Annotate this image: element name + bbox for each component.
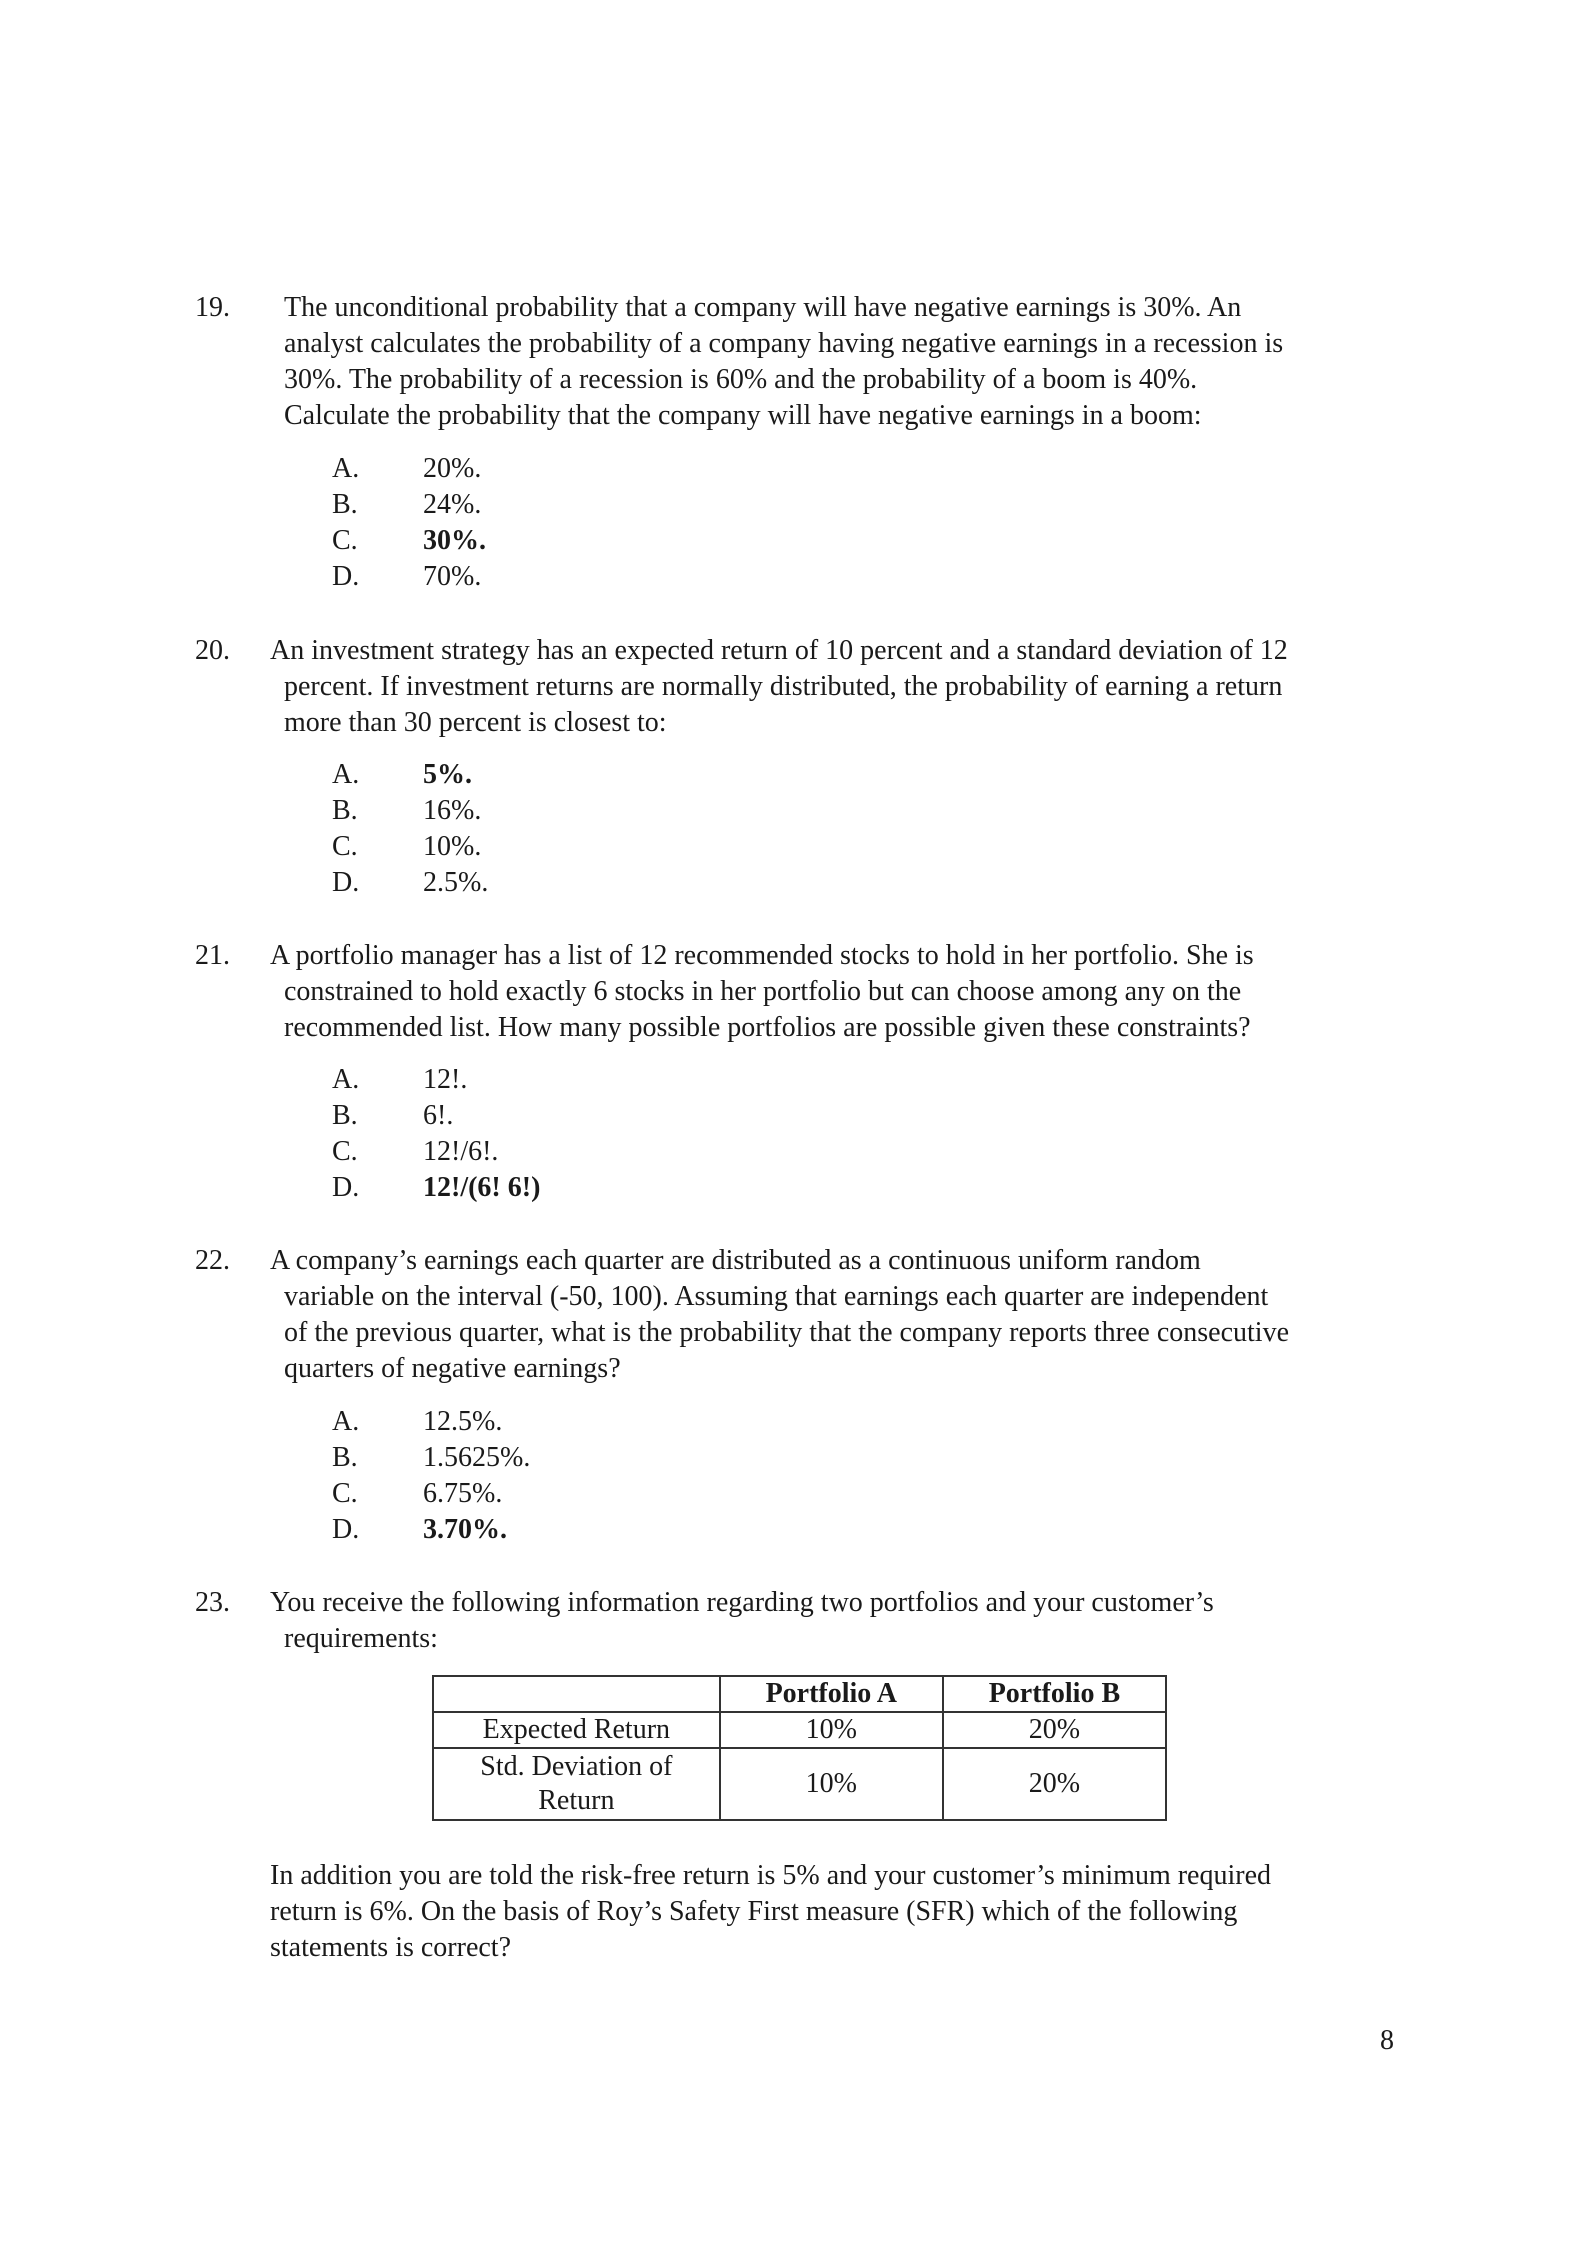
option-text: 2.5%.	[423, 867, 489, 898]
stem-line: percent. If investment returns are normally distributed, the probability of earning a return	[284, 671, 1283, 702]
question-stem	[270, 938, 1254, 1046]
option-letter: D.	[332, 867, 360, 898]
followup-line: statements is correct?	[270, 1932, 512, 1963]
row-label	[433, 1748, 720, 1820]
option-text: 70%.	[423, 561, 482, 592]
option-letter: D.	[332, 1514, 360, 1545]
table-header-cell	[433, 1676, 720, 1712]
question-number: 20.	[195, 635, 230, 666]
stem-line: A company’s earnings each quarter are distributed as a continuous uniform random	[270, 1245, 1201, 1276]
option-letter: C.	[332, 525, 358, 556]
stem-line: Calculate the probability that the company will have negative earnings in a boom:	[284, 400, 1202, 431]
stem-line: The unconditional probability that a company will have negative earnings is 30%. An	[284, 292, 1242, 323]
stem-line: constrained to hold exactly 6 stocks in her portfolio but can choose among any on the	[284, 976, 1242, 1007]
table-cell: 20%	[943, 1748, 1166, 1820]
option-letter: C.	[332, 831, 358, 862]
option-text: 6.75%.	[423, 1478, 503, 1509]
portfolio-table	[432, 1675, 1167, 1821]
stem-line: 30%. The probability of a recession is 60% and the probability of a boom is 40%.	[284, 364, 1198, 395]
question-number: 23.	[195, 1587, 230, 1618]
option-letter: C.	[332, 1136, 358, 1167]
option-text: 12!/6!.	[423, 1136, 499, 1167]
stem-line: analyst calculates the probability of a company having negative earnings in a recession is	[284, 328, 1284, 359]
stem-line: A portfolio manager has a list of 12 recommended stocks to hold in her portfolio. She is	[270, 940, 1254, 971]
table-cell: 10%	[720, 1748, 943, 1820]
option-text: 16%.	[423, 795, 482, 826]
option-letter: D.	[332, 1172, 360, 1203]
stem-line: of the previous quarter, what is the probability that the company reports three consecutive	[284, 1317, 1290, 1348]
stem-line: variable on the interval (-50, 100). Assuming that earnings each quarter are independent	[284, 1281, 1269, 1312]
question-stem	[284, 290, 1283, 434]
option-text-correct: 5%.	[423, 759, 472, 790]
stem-line: recommended list. How many possible portfolios are possible given these constraints?	[284, 1012, 1251, 1043]
followup-line: return is 6%. On the basis of Roy’s Safety First measure (SFR) which of the following	[270, 1896, 1238, 1927]
table-cell: 10%	[720, 1712, 943, 1748]
stem-line: more than 30 percent is closest to:	[284, 707, 667, 738]
option-letter: A.	[332, 1064, 360, 1095]
option-text: 6!.	[423, 1100, 454, 1131]
option-letter: A.	[332, 1406, 360, 1437]
option-text: 12!.	[423, 1064, 468, 1095]
option-letter: B.	[332, 795, 358, 826]
option-letter: B.	[332, 489, 358, 520]
option-letter: B.	[332, 1100, 358, 1131]
page-number: 8	[1380, 2025, 1394, 2056]
row-label-line: Std. Deviation of	[480, 1751, 673, 1782]
table-row	[433, 1712, 1166, 1748]
table-header-cell: Portfolio B	[943, 1676, 1166, 1712]
question-stem	[270, 1243, 1289, 1387]
stem-line: requirements:	[284, 1623, 438, 1654]
option-text: 12.5%.	[423, 1406, 503, 1437]
option-letter: C.	[332, 1478, 358, 1509]
table-row	[433, 1748, 1166, 1820]
question-number: 21.	[195, 940, 230, 971]
option-letter: D.	[332, 561, 360, 592]
row-label: Expected Return	[433, 1712, 720, 1748]
option-letter: A.	[332, 759, 360, 790]
question-stem	[270, 1585, 1214, 1657]
table-header-cell: Portfolio A	[720, 1676, 943, 1712]
option-text-correct: 3.70%.	[423, 1514, 507, 1545]
option-letter: A.	[332, 453, 360, 484]
stem-line: quarters of negative earnings?	[284, 1353, 621, 1384]
question-number: 22.	[195, 1245, 230, 1276]
option-text: 10%.	[423, 831, 482, 862]
followup-paragraph	[270, 1858, 1271, 1966]
table-header-row	[433, 1676, 1166, 1712]
followup-line: In addition you are told the risk-free return is 5% and your customer’s minimum required	[270, 1860, 1271, 1891]
stem-line: You receive the following information regarding two portfolios and your customer’s	[270, 1587, 1214, 1618]
question-number: 19.	[195, 292, 230, 323]
stem-line: An investment strategy has an expected return of 10 percent and a standard deviation of 12	[270, 635, 1288, 666]
question-stem	[270, 633, 1288, 741]
option-text: 1.5625%.	[423, 1442, 531, 1473]
table-cell: 20%	[943, 1712, 1166, 1748]
option-text-correct: 12!/(6! 6!)	[423, 1172, 541, 1203]
option-text: 24%.	[423, 489, 482, 520]
option-letter: B.	[332, 1442, 358, 1473]
option-text-correct: 30%.	[423, 525, 486, 556]
row-label-line: Return	[538, 1785, 615, 1816]
option-text: 20%.	[423, 453, 482, 484]
